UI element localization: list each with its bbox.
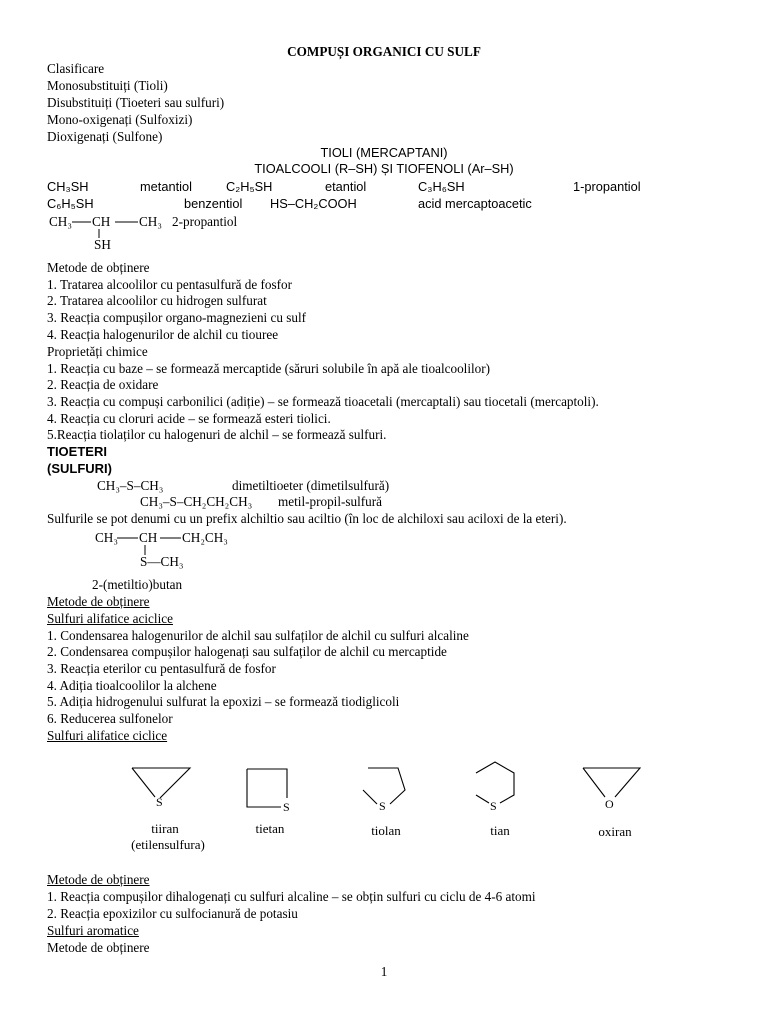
cyclic-heading: Sulfuri alifatice ciclice — [47, 728, 168, 743]
ring-name-tietan: tietan — [255, 821, 285, 836]
thiolane-atom: S — [379, 799, 386, 813]
name-propanethiol: 1-propantiol — [573, 179, 641, 194]
classification-item: Mono-oxigenați (Sulfoxizi) — [47, 112, 193, 127]
cyclic-methods-heading: Metode de obținere — [47, 872, 150, 887]
thietane-ring — [247, 769, 287, 807]
thiirane-ring — [132, 768, 190, 798]
thiols-heading: TIOLI (MERCAPTANI) — [320, 145, 448, 160]
formula-benzenethiol: C₆H₅SH — [47, 196, 94, 211]
thiirane-atom: S — [156, 795, 163, 809]
list-item: 1. Condensarea halogenurilor de alchil sau sulfaților de alchil cu sulfuri alcaline — [47, 628, 469, 643]
sulfide-methods-heading: Metode de obținere — [47, 594, 150, 609]
formula-methanethiol: CH₃SH — [47, 179, 89, 194]
oxirane-ring — [583, 768, 640, 797]
thiol-props-heading: Proprietăți chimice — [47, 344, 148, 359]
struct-sh: SH — [94, 237, 111, 252]
thiol-methods-heading: Metode de obținere — [47, 260, 150, 275]
oxirane-atom: O — [605, 797, 614, 811]
struct-ch2ch3: CH₂CH₃ — [182, 530, 228, 545]
aromatic-methods: Metode de obținere — [47, 940, 150, 955]
list-item: 3. Reacția compușilor organo-magnezieni cu sulf — [47, 310, 307, 325]
thiols-subheading: TIOALCOOLI (R–SH) ȘI TIOFENOLI (Ar–SH) — [254, 161, 514, 176]
thioethers-subheading: (SULFURI) — [47, 461, 112, 476]
thiane-ring — [476, 762, 514, 803]
struct-butane-name: 2-(metiltio)butan — [92, 577, 183, 592]
list-item: 1. Reacția cu baze – se formează mercaptide (săruri solubile în apă ale tioalcoolilor) — [47, 361, 491, 376]
list-item: 4. Reacția cu cloruri acide – se formează esteri tiolici. — [47, 411, 331, 426]
struct-ch: CH — [92, 214, 111, 229]
ring-name-tiiran: tiiran — [151, 821, 179, 836]
name-methanethiol: metantiol — [140, 179, 192, 194]
formula-mercaptoacetic: HS–CH₂COOH — [270, 196, 357, 211]
formula-ethanethiol: C₂H₅SH — [226, 179, 273, 194]
list-item: 2. Condensarea compușilor halogenați sau sulfaților de alchil cu mercaptide — [47, 644, 447, 659]
thioethers-heading: TIOETERI — [47, 444, 107, 459]
list-item: 4. Reacția halogenurilor de alchil cu tiouree — [47, 327, 279, 342]
butane-bonds — [0, 520, 768, 580]
ring-alt-name: (etilensulfura) — [131, 837, 205, 852]
classification-item: Monosubstituiți (Tioli) — [47, 78, 168, 93]
formula-methylpropylsulfide: CH₃–S–CH₂CH₂CH₃ — [140, 494, 253, 509]
name-mercaptoacetic: acid mercaptoacetic — [418, 196, 532, 211]
list-item: 4. Adiția tioalcoolilor la alchene — [47, 678, 217, 693]
classification-heading: Clasificare — [47, 61, 105, 76]
list-item: 2. Reacția epoxizilor cu sulfocianură de potasiu — [47, 906, 298, 921]
list-item: 3. Reacția eterilor cu pentasulfură de fosfor — [47, 661, 276, 676]
struct-sch3: S—CH₃ — [140, 554, 184, 569]
formula-propanethiol: C₃H₆SH — [418, 179, 465, 194]
formula-dimethylsulfide: CH₃–S–CH₃ — [97, 478, 164, 493]
struct-ch3: CH₃ — [95, 530, 118, 545]
naming-note: Sulfurile se pot denumi cu un prefix alchiltio sau aciltio (în loc de alchiloxi sau aciloxi de la eteri). — [47, 511, 567, 526]
list-item: 5.Reacția tiolaților cu halogenuri de alchil – se formează sulfuri. — [47, 427, 387, 442]
struct-ch3-right: CH₃ — [139, 214, 162, 229]
name-ethanethiol: etantiol — [325, 179, 367, 194]
acyclic-subheading: Sulfuri alifatice aciclice — [47, 611, 173, 626]
list-item: 2. Tratarea alcoolilor cu hidrogen sulfurat — [47, 293, 267, 308]
ring-name-oxiran: oxiran — [598, 824, 632, 839]
list-item: 5. Adiția hidrogenului sulfurat la epoxizi – se formează tiodiglicoli — [47, 694, 400, 709]
list-item: 3. Reacția cu compuși carbonilici (adiție) – se formează tioacetali (mercaptali) sau tiocetali (mercaptoli). — [47, 394, 599, 409]
struct-ch: CH — [139, 530, 158, 545]
ring-name-tian: tian — [490, 823, 510, 838]
aromatic-heading: Sulfuri aromatice — [47, 923, 139, 938]
list-item: 1. Tratarea alcoolilor cu pentasulfură de fosfor — [47, 277, 292, 292]
classification-item: Dioxigenați (Sulfone) — [47, 129, 163, 144]
ring-name-tiolan: tiolan — [371, 823, 401, 838]
page-number: 1 — [380, 964, 388, 979]
classification-item: Disubstituiți (Tioeteri sau sulfuri) — [47, 95, 225, 110]
thiane-atom: S — [490, 799, 497, 813]
ring-structures — [0, 760, 768, 820]
name-dimethylsulfide: dimetiltioeter (dimetilsulfură) — [232, 478, 390, 493]
struct-ch3-left: CH₃ — [49, 214, 72, 229]
name-methylpropylsulfide: metil-propil-sulfură — [278, 494, 383, 509]
thiirane-ring — [132, 768, 155, 797]
list-item: 1. Reacția compușilor dihalogenați cu sulfuri alcaline – se obțin sulfuri cu ciclu de 4-6 atomi — [47, 889, 536, 904]
page-title: COMPUȘI ORGANICI CU SULF — [287, 44, 481, 59]
list-item: 6. Reducerea sulfonelor — [47, 711, 173, 726]
struct-propanethiol-name: 2-propantiol — [172, 214, 238, 229]
name-benzenethiol: benzentiol — [184, 196, 243, 211]
thietane-atom: S — [283, 800, 290, 814]
list-item: 2. Reacția de oxidare — [47, 377, 159, 392]
